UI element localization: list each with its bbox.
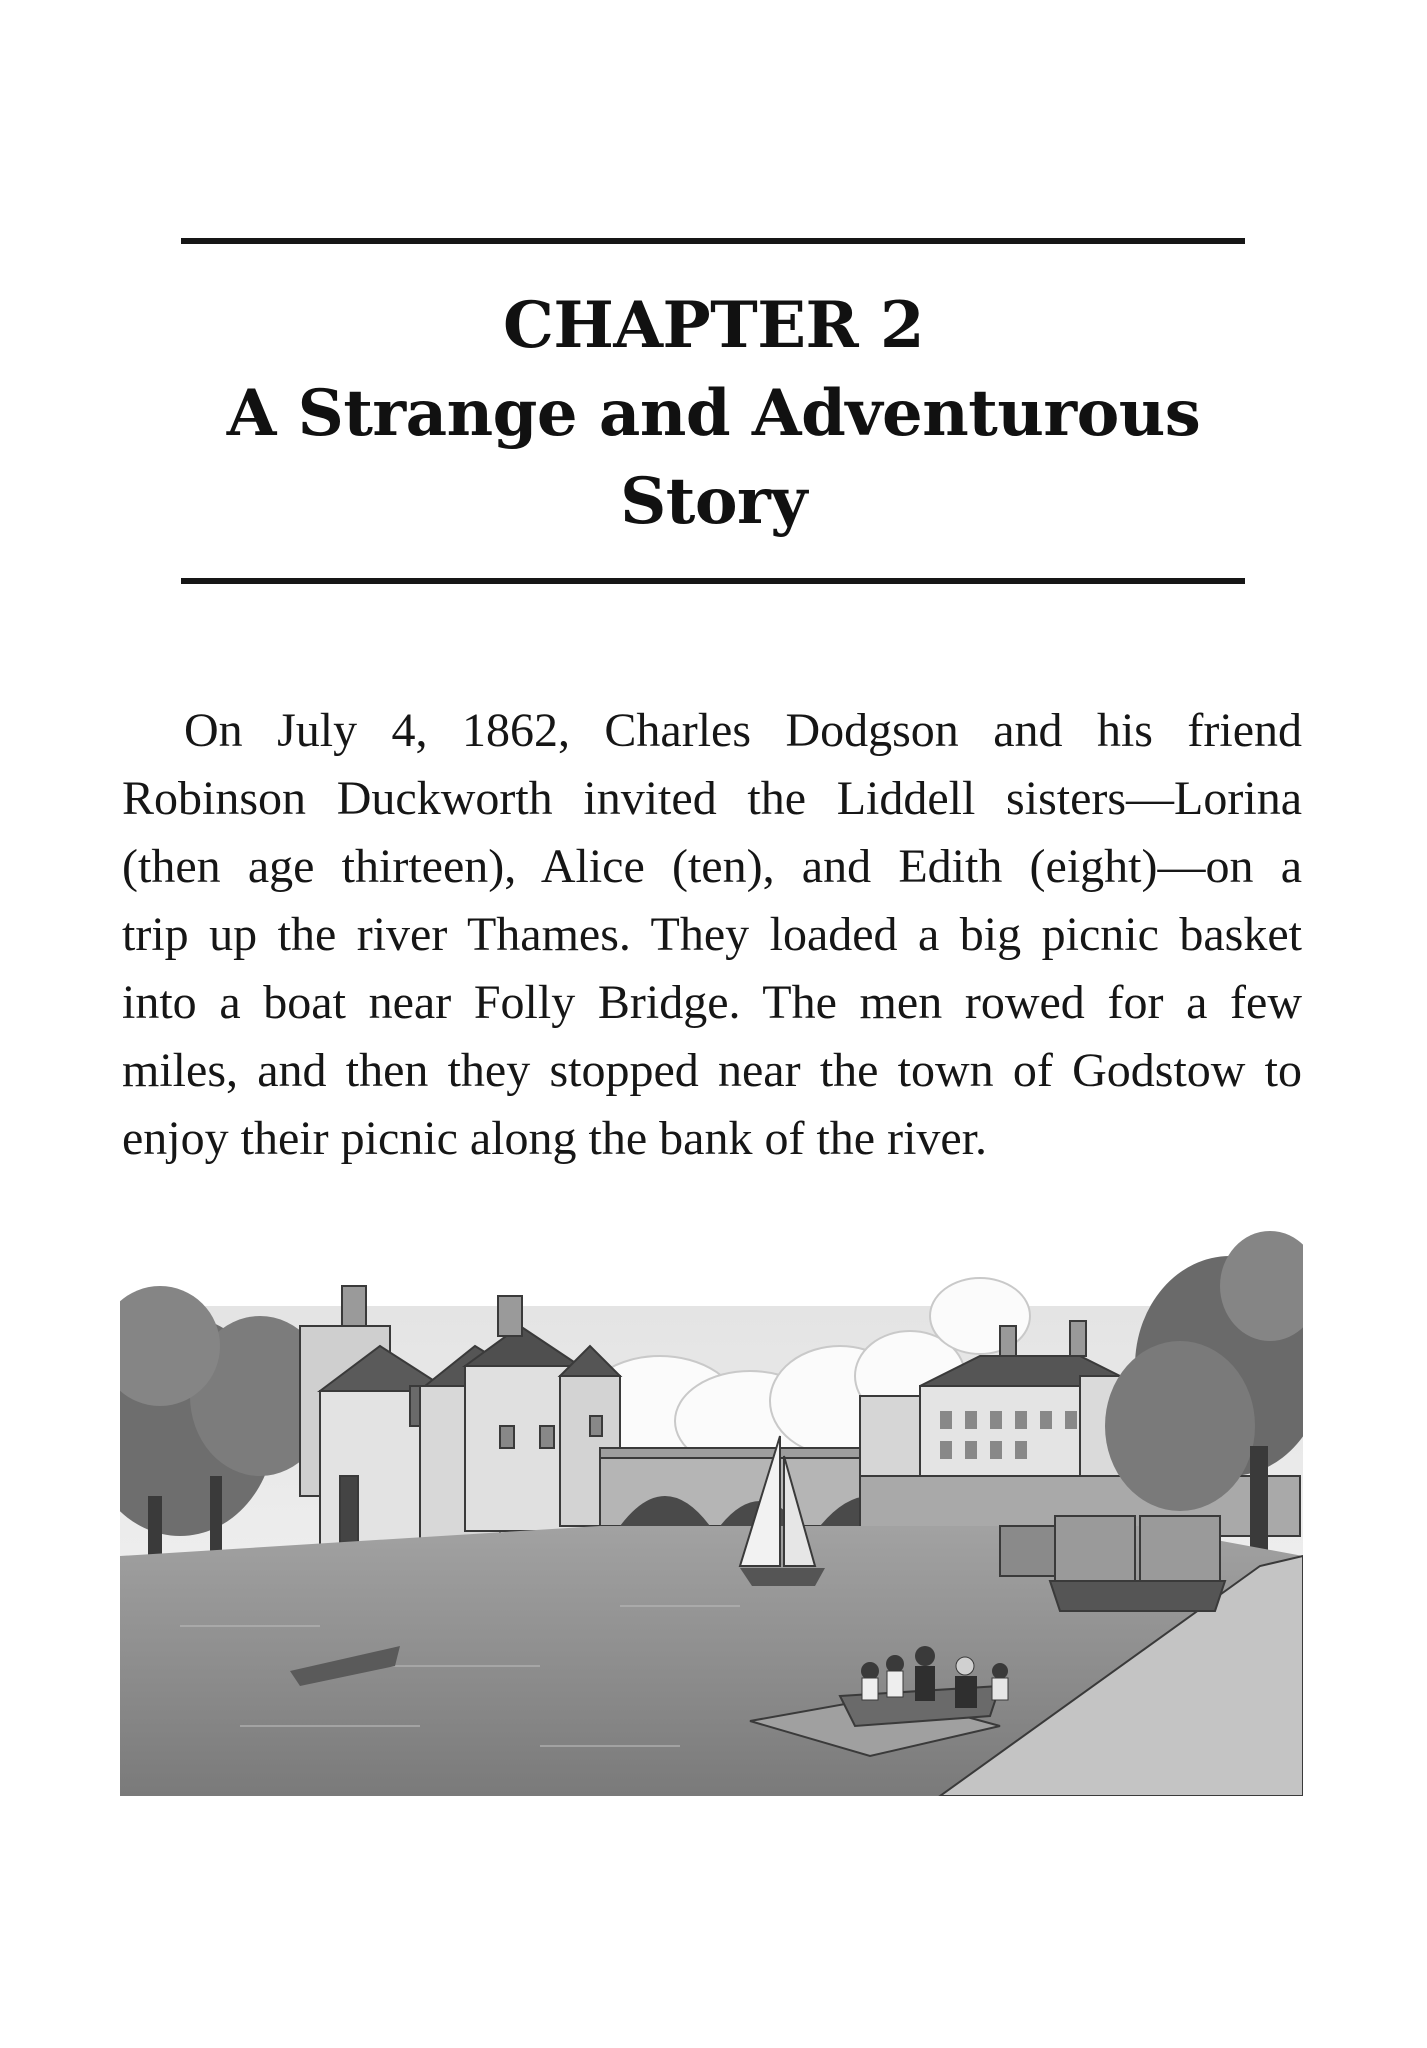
chapter-title-line-2: Story <box>620 464 807 539</box>
river-thames-illustration <box>120 1226 1303 1796</box>
body-line: enjoy their picnic along the bank of the river. <box>122 1112 988 1165</box>
body-line: miles, and then they stopped near the town of Godstow to <box>122 1044 1302 1097</box>
chapter-rule-top <box>181 238 1245 244</box>
chapter-heading <box>140 282 1287 546</box>
body-line: Robinson Duckworth invited the Liddell sisters—Lorina <box>122 772 1302 825</box>
chapter-title-line-1: A Strange and Adventurous <box>226 376 1201 451</box>
body-line: On July 4, 1862, Charles Dodgson and his friend <box>184 704 1302 757</box>
body-line: into a boat near Folly Bridge. The men rowed for a few <box>122 976 1302 1029</box>
chapter-number: CHAPTER 2 <box>502 288 925 363</box>
body-line: (then age thirteen), Alice (ten), and Edith (eight)—on a <box>122 840 1302 893</box>
chapter-rule-bottom <box>181 578 1245 584</box>
body-paragraph <box>122 697 1302 1173</box>
body-line: trip up the river Thames. They loaded a big picnic basket <box>122 908 1302 961</box>
